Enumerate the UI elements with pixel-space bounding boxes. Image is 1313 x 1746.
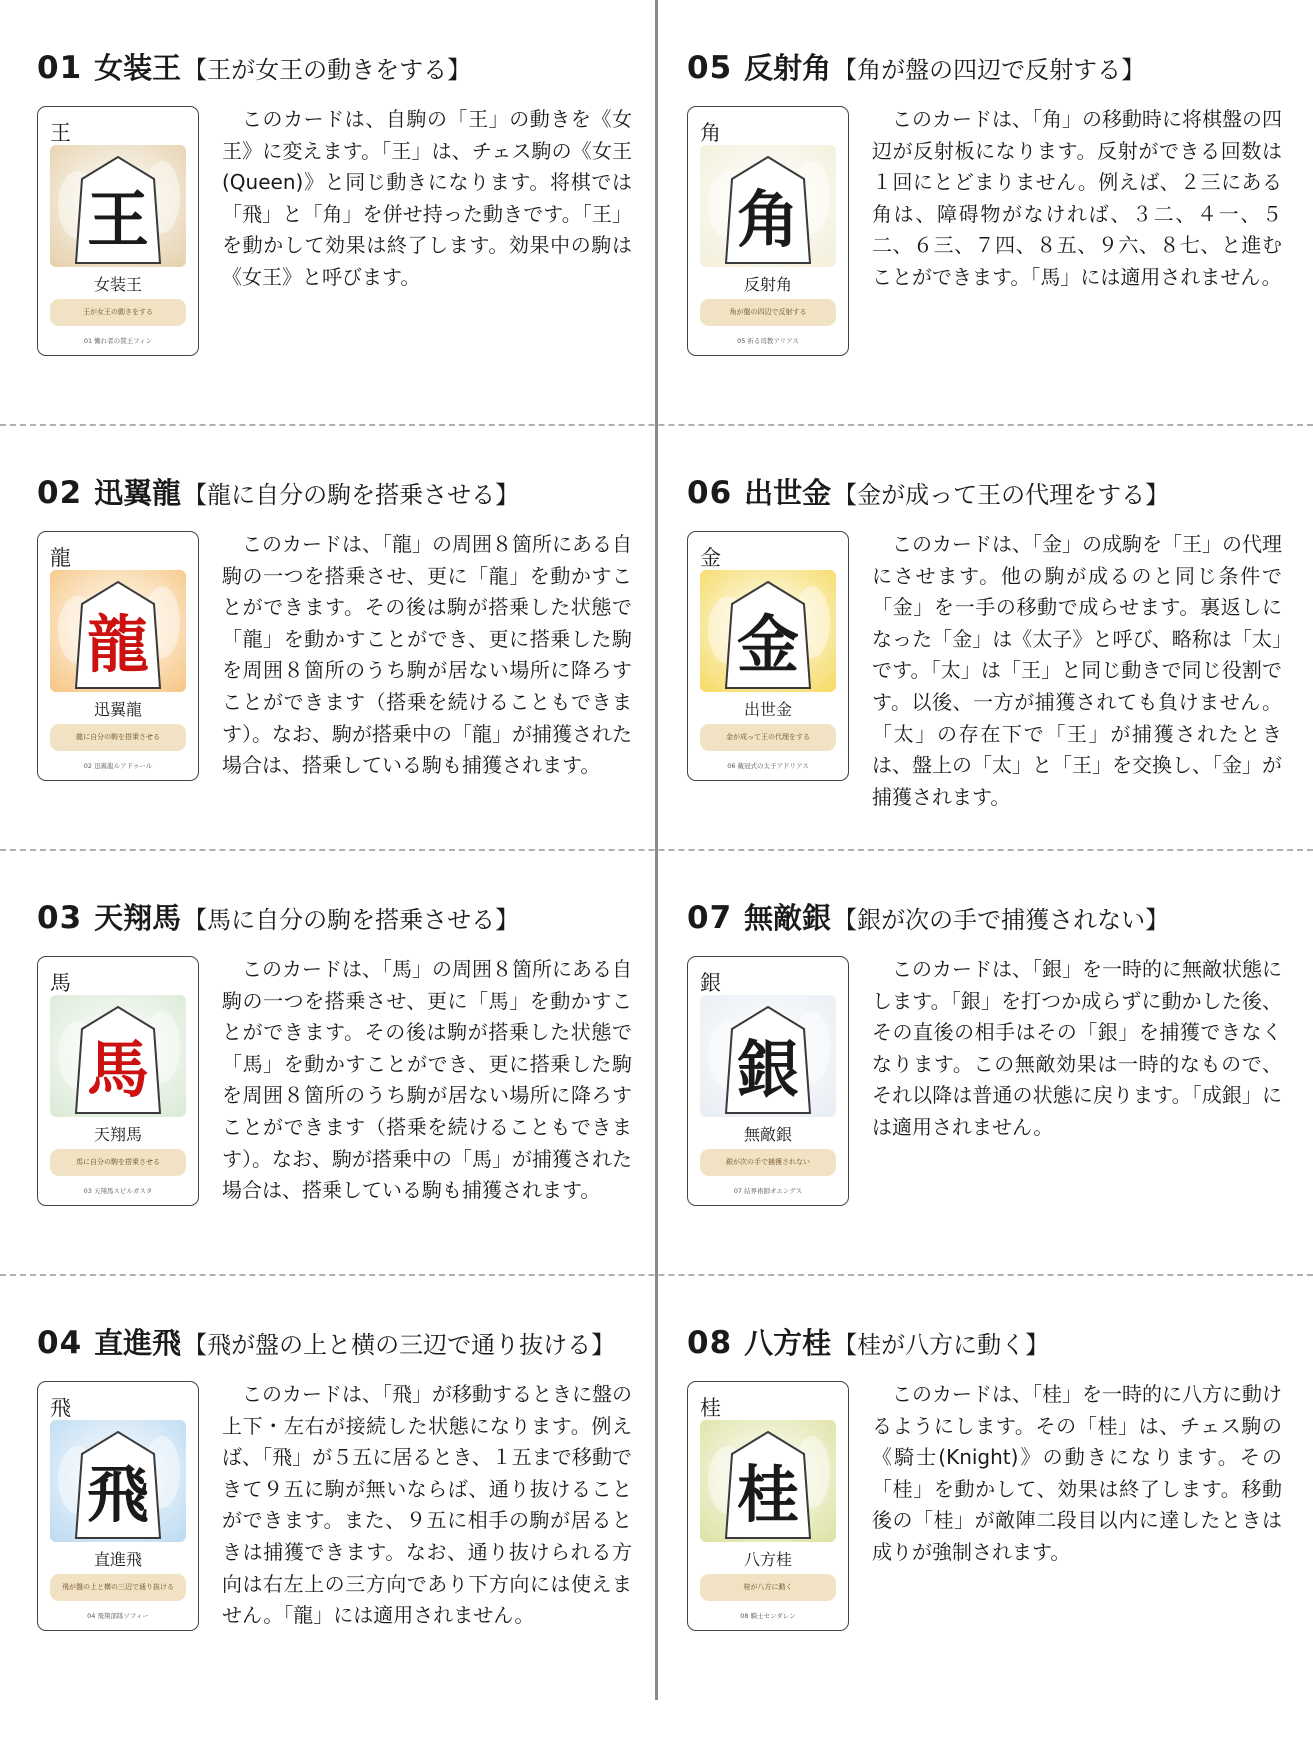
section-title: [37, 46, 471, 90]
card-number: 06: [687, 475, 733, 511]
card-art-graphic: [50, 1420, 186, 1542]
card-image: [37, 956, 199, 1206]
card-art-graphic: [700, 995, 836, 1117]
card-artwork: [700, 145, 836, 267]
card-description: このカードは、「龍」の周囲８箇所にある自駒の一つを搭乗させ、更に「龍」を動かすことができます。その後は駒が搭乗した状態で「龍」を動かすことができ、更に搭乗した駒を周囲８箇所のうち駒が居ない場所に降ろすことができます（搭乗を続けることもできます）。なお、駒が搭乗中の「龍」が捕獲された場合は、搭乗している駒も捕獲されます。: [222, 532, 632, 778]
card-art-graphic: [700, 570, 836, 692]
card-title: 女装王: [94, 51, 182, 85]
piece-character: 桂: [736, 1458, 800, 1531]
card-effect-label: 銀が次の手で捕獲されない: [700, 1149, 836, 1176]
card-section: [37, 46, 637, 471]
card-name-label: 天翔馬: [93, 1125, 142, 1144]
card-artwork: [700, 995, 836, 1117]
section-title: [687, 471, 1169, 515]
card-artwork: [50, 570, 186, 692]
card-title: 直進飛: [94, 1326, 182, 1360]
card-corner-label: 金: [700, 546, 721, 570]
section-title: [687, 896, 1169, 940]
card-subtitle: 【馬に自分の駒を搭乗させる】: [183, 906, 520, 934]
card-title: 迅翼龍: [94, 476, 182, 510]
card-title: 無敵銀: [744, 901, 832, 935]
card-description: このカードは、「銀」を一時的に無敵状態にします。「銀」を打つか成らずに動かした後、その直後の相手はその「銀」を捕獲できなくなります。この無敵効果は一時的なもので、それ以降は普通の状態に戻ります。「成銀」には適用されません。: [872, 957, 1282, 1139]
card-number: 01: [37, 50, 83, 86]
card-image: [687, 956, 849, 1206]
card-effect-label: 王が女王の動きをする: [50, 299, 186, 326]
card-image: [687, 106, 849, 356]
card-artwork: [700, 570, 836, 692]
card-number: 08: [687, 1325, 733, 1361]
card-art-graphic: [50, 145, 186, 267]
card-name-label: 迅翼龍: [93, 700, 142, 719]
card-name-label: 女装王: [93, 275, 142, 294]
section-title: [687, 1321, 1049, 1365]
card-title: 天翔馬: [94, 901, 182, 935]
card-image: [687, 1381, 849, 1631]
card-artwork: [50, 995, 186, 1117]
card-corner-label: 龍: [50, 546, 71, 570]
card-corner-label: 飛: [50, 1396, 71, 1420]
section-title: [37, 471, 519, 515]
card-subtitle: 【桂が八方に動く】: [833, 1331, 1050, 1359]
card-artwork: [50, 1420, 186, 1542]
card-number: 02: [37, 475, 83, 511]
card-section: [687, 46, 1287, 471]
card-section: [687, 471, 1287, 896]
card-number: 03: [37, 900, 83, 936]
card-effect-label: 桂が八方に動く: [700, 1574, 836, 1601]
card-effect-label: 龍に自分の駒を搭乗させる: [50, 724, 186, 751]
card-art-graphic: [700, 1420, 836, 1542]
card-art-graphic: [50, 570, 186, 692]
card-number: 07: [687, 900, 733, 936]
card-image: [687, 531, 849, 781]
card-subtitle: 【銀が次の手で捕獲されない】: [833, 906, 1170, 934]
card-number: 05: [687, 50, 733, 86]
card-subtitle: 【角が盤の四辺で反射する】: [833, 56, 1146, 84]
piece-character: 角: [736, 183, 800, 256]
card-footer-label: 04 飛翔部隊ソフィー: [87, 1612, 149, 1620]
card-section: [37, 1321, 637, 1746]
card-name-label: 八方桂: [743, 1550, 792, 1569]
section-title: [37, 896, 519, 940]
piece-character: 金: [736, 608, 800, 681]
card-footer-label: 01 懶れ者の賛王フィン: [83, 337, 153, 345]
card-section: [687, 1321, 1287, 1746]
card-effect-label: 角が盤の四辺で反射する: [700, 299, 836, 326]
card-footer-label: 02 迅翼龍ルアドゥール: [83, 762, 153, 770]
card-image: [37, 106, 199, 356]
card-section: [37, 471, 637, 896]
card-title: 出世金: [744, 476, 832, 510]
card-description: このカードは、「金」の成駒を「王」の代理にさせます。他の駒が成るのと同じ条件で「金」を一手の移動で成らせます。裏返しになった「金」は《太子》と呼び、略称は「太」です。「太」は「王」と同じ動きで同じ役割です。以後、一方が捕獲されても負けません。「太」の存在下で「王」が捕獲されたときは、盤上の「太」と「王」を交換し、「金」が捕獲されます。: [872, 532, 1282, 809]
card-title: 反射角: [744, 51, 832, 85]
card-corner-label: 馬: [50, 971, 71, 995]
section-title: [37, 1321, 615, 1365]
card-description: このカードは、「馬」の周囲８箇所にある自駒の一つを搭乗させ、更に「馬」を動かすことができます。その後は駒が搭乗した状態で「馬」を動かすことができ、更に搭乗した駒を周囲８箇所のうち駒が居ない場所に降ろすことができます（搭乗を続けることもできます）。なお、駒が搭乗中の「馬」が捕獲された場合は、搭乗している駒も捕獲されます。: [222, 957, 632, 1203]
card-corner-label: 王: [50, 121, 71, 145]
card-name-label: 出世金: [743, 700, 792, 719]
card-section: [37, 896, 637, 1321]
card-footer-label: 06 戴冠式の太子アドリアス: [727, 762, 809, 770]
card-footer-label: 05 祈る司教アリアス: [737, 337, 799, 345]
piece-character: 飛: [86, 1458, 150, 1531]
card-subtitle: 【飛が盤の上と横の三辺で通り抜ける】: [183, 1331, 616, 1359]
card-number: 04: [37, 1325, 83, 1361]
card-title: 八方桂: [744, 1326, 832, 1360]
card-name-label: 無敵銀: [743, 1125, 792, 1144]
card-effect-label: 馬に自分の駒を搭乗させる: [50, 1149, 186, 1176]
card-image: [37, 1381, 199, 1631]
card-art-graphic: [50, 995, 186, 1117]
card-image: [37, 531, 199, 781]
card-description: このカードは、「飛」が移動するときに盤の上下・左右が接続した状態になります。例えば、「飛」が５五に居るとき、１五まで移動できて９五に駒が無いならば、通り抜けることができます。また、９五に相手の駒が居るときは捕獲できます。なお、通り抜けられる方向は右左上の三方向であり下方向には使えません。「龍」には適用されません。: [222, 1382, 632, 1628]
section-title: [687, 46, 1145, 90]
card-section: [687, 896, 1287, 1321]
card-footer-label: 08 騎士センダレン: [740, 1612, 796, 1620]
card-subtitle: 【龍に自分の駒を搭乗させる】: [183, 481, 520, 509]
piece-character: 銀: [736, 1033, 800, 1106]
card-subtitle: 【王が女王の動きをする】: [183, 56, 472, 84]
card-corner-label: 銀: [700, 971, 721, 995]
card-corner-label: 桂: [700, 1396, 721, 1420]
card-description: このカードは、「桂」を一時的に八方に動けるようにします。その「桂」は、チェス駒の《騎士(Knight)》の動きになります。その「桂」を動かして、効果は終了します。移動後の「桂」が敵陣二段目以内に達したときは成りが強制されます。: [872, 1382, 1282, 1564]
card-description: このカードは、自駒の「王」の動きを《女王》に変えます。「王」は、チェス駒の《女王(Queen)》と同じ動きになります。将棋では「飛」と「角」を併せ持った動きです。「王」を動かして効果は終了します。効果中の駒は《女王》と呼びます。: [222, 107, 632, 289]
card-subtitle: 【金が成って王の代理をする】: [833, 481, 1170, 509]
card-art-graphic: [700, 145, 836, 267]
card-description: このカードは、「角」の移動時に将棋盤の四辺が反射板になります。反射ができる回数は１回にとどまりません。例えば、２三にある角は、障碍物がなければ、３二、４一、５二、６三、７四、８五、９六、８七、と進むことができます。「馬」には適用されません。: [872, 107, 1282, 289]
card-artwork: [700, 1420, 836, 1542]
card-name-label: 反射角: [743, 275, 792, 294]
card-footer-label: 03 天翔馬スピルガスタ: [83, 1187, 153, 1195]
card-artwork: [50, 145, 186, 267]
piece-character: 龍: [86, 608, 150, 681]
piece-character: 馬: [86, 1033, 150, 1106]
card-effect-label: 飛が盤の上と横の三辺で通り抜ける: [50, 1574, 186, 1601]
card-corner-label: 角: [700, 121, 721, 145]
piece-character: 王: [86, 183, 150, 256]
card-footer-label: 07 結界術師オエングス: [733, 1187, 803, 1195]
card-name-label: 直進飛: [93, 1550, 142, 1569]
card-effect-label: 金が成って王の代理をする: [700, 724, 836, 751]
